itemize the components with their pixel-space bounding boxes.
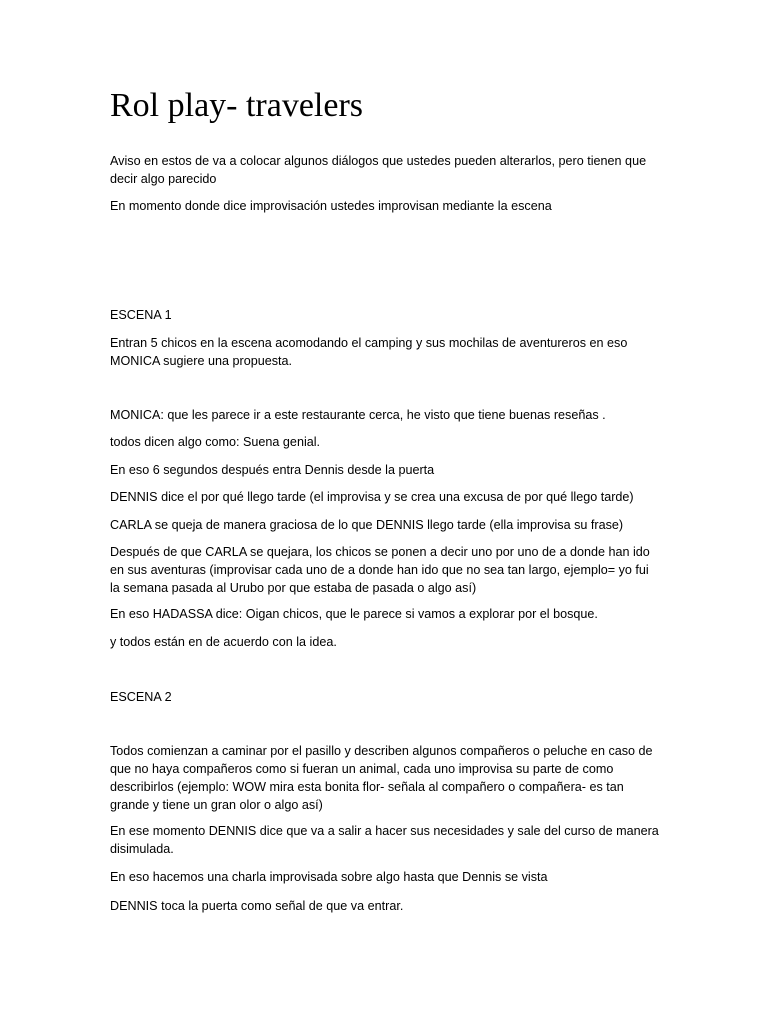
paragraph-dennis-excuse: DENNIS dice el por qué llego tarde (el improvisa y se crea una excusa de por qué llego tarde) xyxy=(110,490,634,504)
paragraph-adventures: Después de que CARLA se quejara, los chicos se ponen a decir uno por uno de a donde han ido en sus aventuras (improvisar cada uno de a donde han ido que no sea tan largo, ejemplo= yo fui la semana pasada al Urubo por que estaba de pasada o algo así) xyxy=(110,545,650,595)
paragraph-everyone-agrees: todos dicen algo como: Suena genial. xyxy=(110,435,321,449)
document-title: Rol play- travelers xyxy=(110,87,364,124)
paragraph-monica-line: MONICA: que les parece ir a este restaurante cerca, he visto que tiene buenas reseñas . xyxy=(110,408,606,422)
paragraph-carla-complains: CARLA se queja de manera graciosa de lo que DENNIS llego tarde (ella improvisa su frase) xyxy=(110,518,624,532)
paragraph-improvisation-note: En momento donde dice improvisación ustedes improvisan mediante la escena xyxy=(110,199,552,213)
paragraph-dennis-knocks: DENNIS toca la puerta como señal de que va entrar. xyxy=(110,899,404,913)
paragraph-notice: Aviso en estos de va a colocar algunos diálogos que ustedes pueden alterarlos, pero tienen que decir algo parecido xyxy=(110,154,647,186)
paragraph-all-agree: y todos están en de acuerdo con la idea. xyxy=(110,635,337,649)
paragraph-dennis-enters: En eso 6 segundos después entra Dennis desde la puerta xyxy=(110,463,435,477)
paragraph-scene2-walk: Todos comienzan a caminar por el pasillo y describen algunos compañeros o peluche en caso de que no haya compañeros como si fueran un animal, cada uno improvisa su parte de como describirlos (ejemplo: WOW mira esta bonita flor- señala al compañero o compañera- es tan grande y tiene un gran olor o algo así) xyxy=(110,744,653,812)
paragraph-hadassa-line: En eso HADASSA dice: Oigan chicos, que le parece si vamos a explorar por el bosque. xyxy=(110,607,598,621)
paragraph-dennis-leaves: En ese momento DENNIS dice que va a salir a hacer sus necesidades y sale del curso de manera disimulada. xyxy=(110,824,659,856)
scene-heading-1: ESCENA 1 xyxy=(110,308,172,322)
paragraph-improvised-chat: En eso hacemos una charla improvisada sobre algo hasta que Dennis se vista xyxy=(110,870,548,884)
scene-heading-2: ESCENA 2 xyxy=(110,690,172,704)
paragraph-scene1-intro: Entran 5 chicos en la escena acomodando el camping y sus mochilas de aventureros en eso MONICA sugiere una propuesta. xyxy=(110,336,628,368)
